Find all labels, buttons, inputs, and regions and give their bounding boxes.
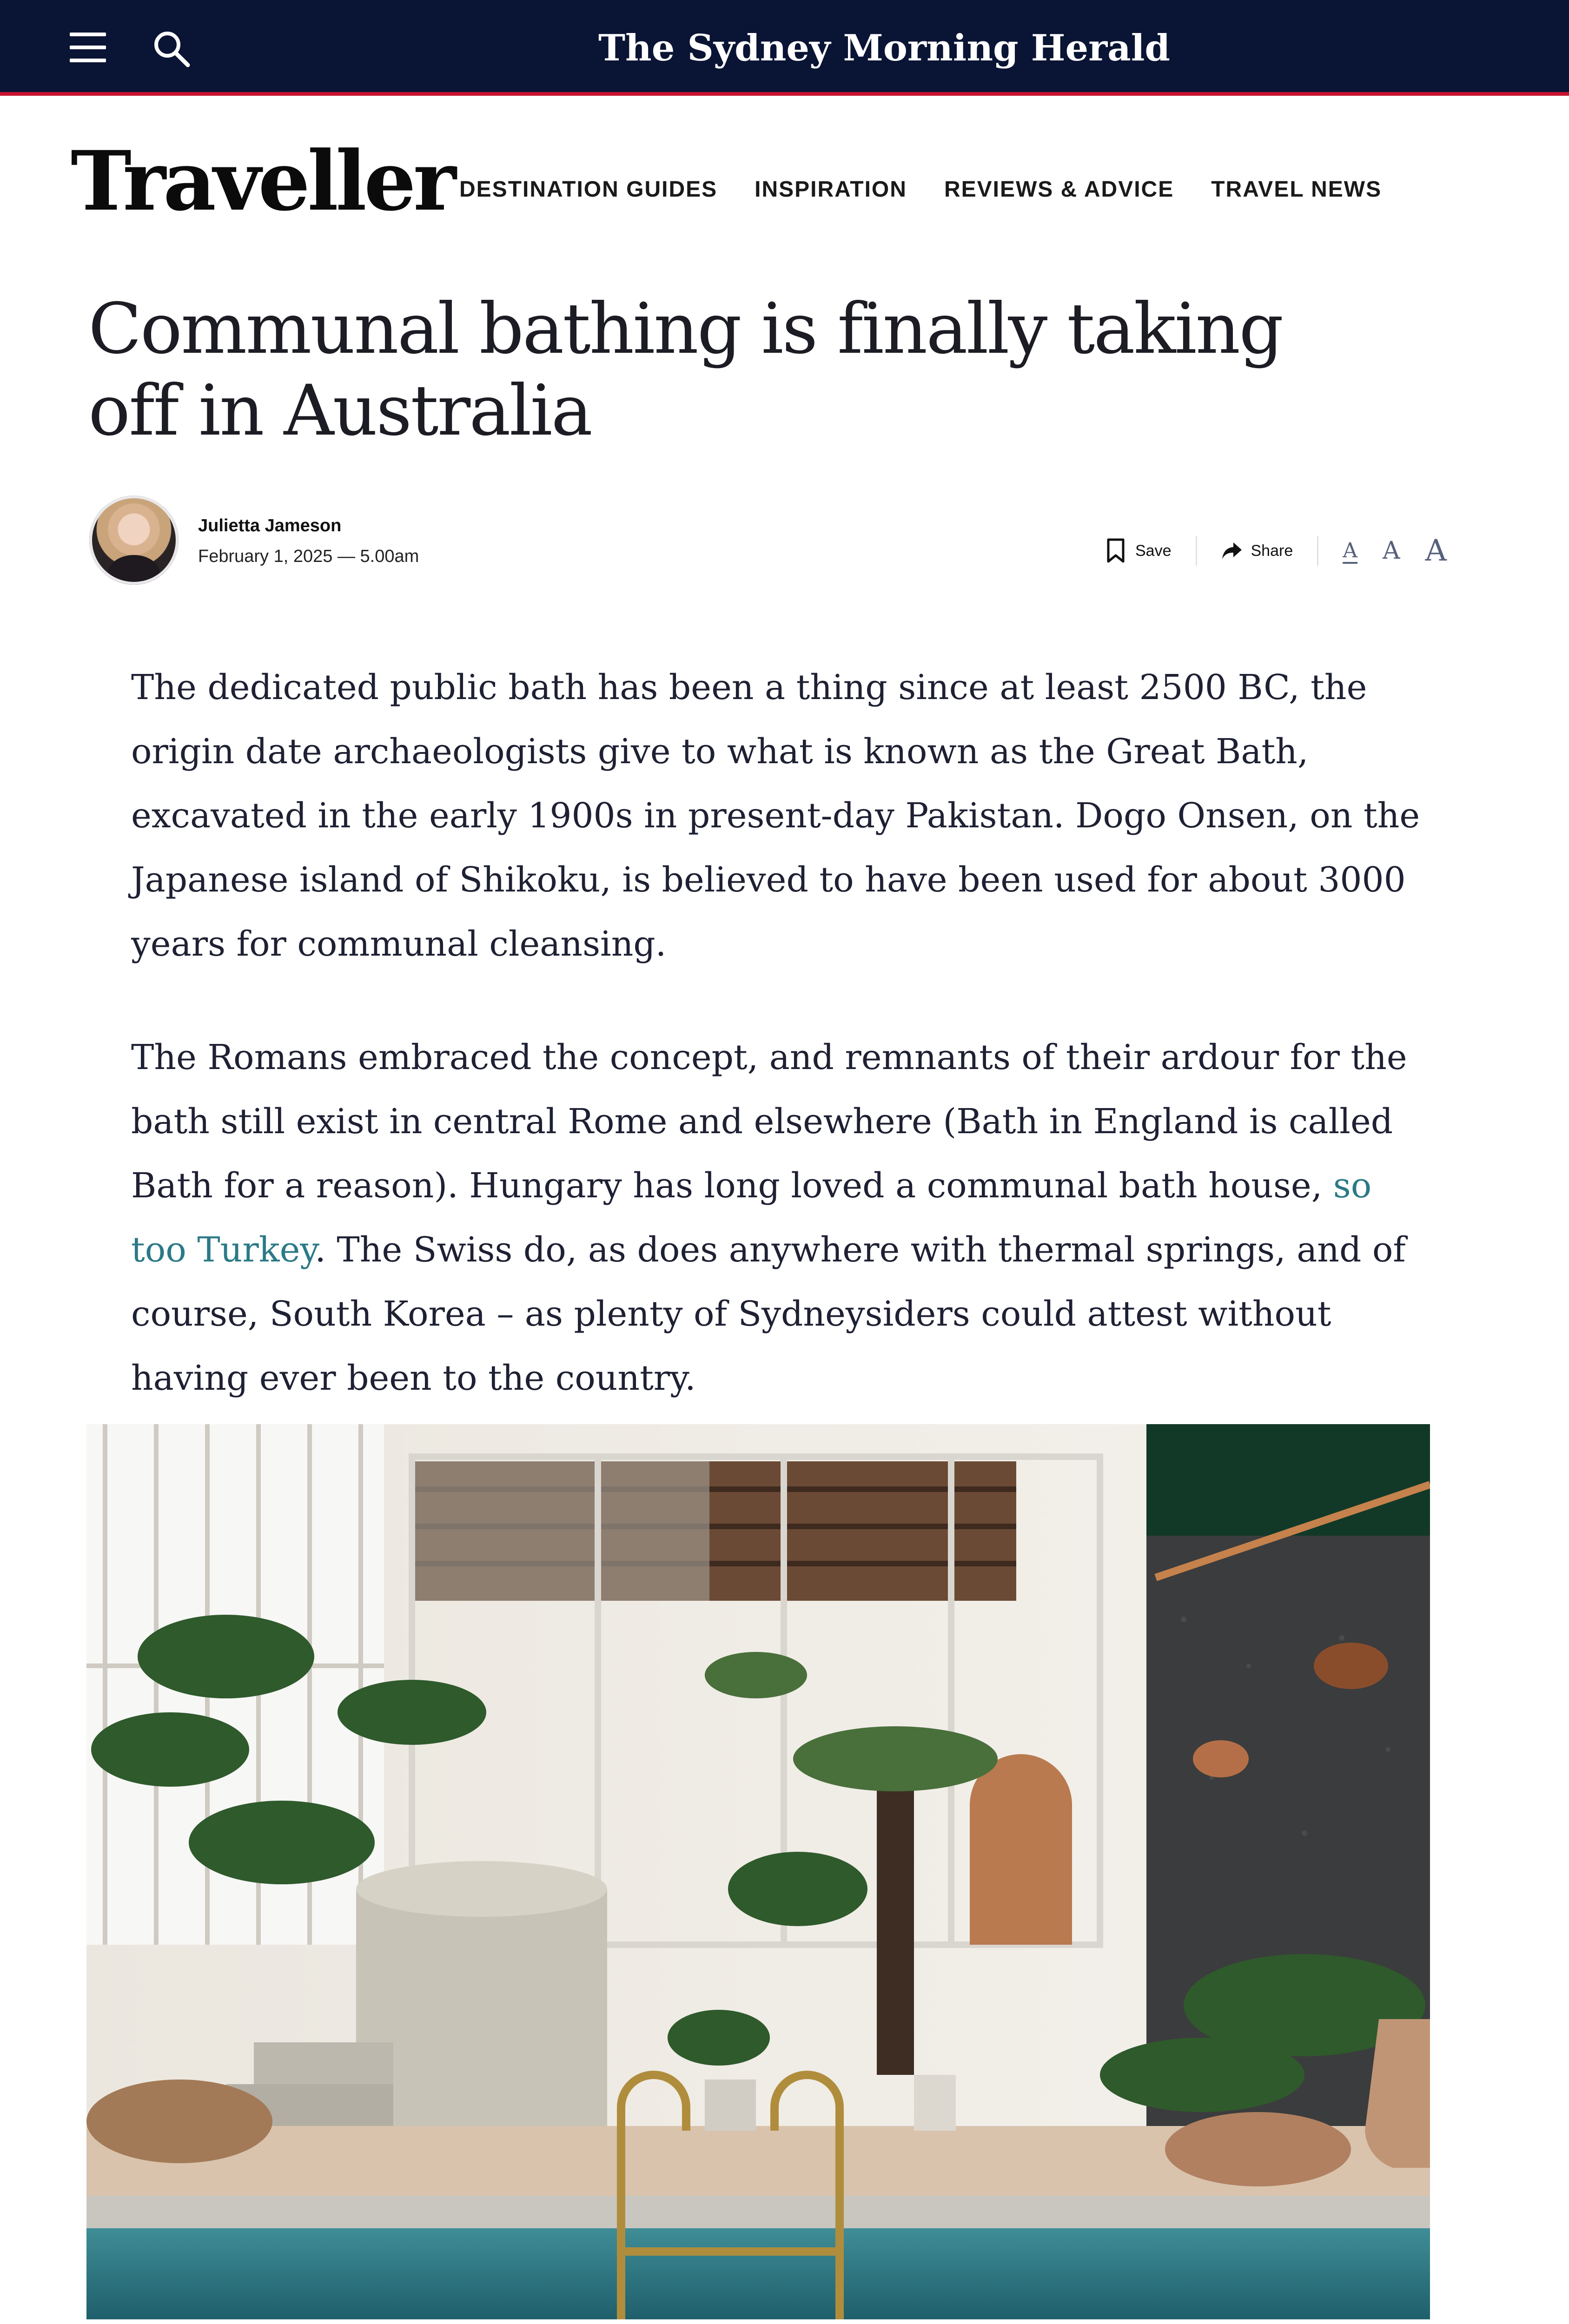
article-headline: Communal bathing is finally taking off in Australia [88, 289, 1283, 451]
article-paragraph [131, 1025, 1433, 1410]
nav-travel-news[interactable]: TRAVEL NEWS [1211, 177, 1382, 202]
font-size-medium-button[interactable]: A [1383, 537, 1400, 565]
paragraph-text: The Romans embraced the concept, and remnants of their ardour for the bath still exist in central Rome and elsewhere (Bath in England is called Bath for a reason). Hungary has long loved a communal bath house, [131, 1037, 1407, 1206]
author-name[interactable]: Julietta Jameson [198, 516, 342, 535]
share-label: Share [1251, 542, 1293, 560]
tools-divider [1317, 536, 1318, 566]
search-icon[interactable] [152, 29, 192, 69]
bathhouse-photo[interactable] [86, 1424, 1430, 2319]
hamburger-menu-icon[interactable] [70, 31, 109, 65]
article-tools [1106, 535, 1447, 567]
nav-destination-guides[interactable]: DESTINATION GUIDES [459, 177, 718, 202]
bookmark-icon [1106, 538, 1125, 563]
traveller-logo[interactable]: Traveller [71, 133, 454, 229]
so-too-turkey-link[interactable]: so too Turkey [131, 1166, 1372, 1270]
paragraph-text: . The Swiss do, as does anywhere with thermal springs, and of course, South Korea – as plenty of Sydneysiders could attest without having ever been to the country. [131, 1230, 1406, 1398]
font-size-small-button[interactable]: A [1343, 539, 1358, 562]
publish-date: February 1, 2025 — 5.00am [198, 547, 419, 566]
tools-divider [1196, 536, 1197, 566]
save-label: Save [1135, 542, 1172, 560]
author-avatar[interactable] [89, 495, 179, 585]
article-paragraph: The dedicated public bath has been a thing since at least 2500 BC, the origin date archaeologists give to what is known as the Great Bath, excavated in the early 1900s in present-day Pakistan. Dogo Onsen, on the Japanese island of Shikoku, is believed to have been used for about 3000 years for communal cleansing. [131, 667, 1420, 964]
section-nav [459, 171, 1419, 208]
masthead-accent-line [0, 92, 1569, 96]
masthead-logo[interactable]: The Sydney Morning Herald [598, 27, 1170, 69]
save-button[interactable] [1106, 535, 1172, 567]
share-button[interactable] [1221, 535, 1293, 567]
share-arrow-icon [1221, 541, 1243, 560]
font-size-large-button[interactable]: A [1425, 534, 1447, 568]
nav-inspiration[interactable]: INSPIRATION [755, 177, 907, 202]
nav-reviews-advice[interactable]: REVIEWS & ADVICE [944, 177, 1174, 202]
